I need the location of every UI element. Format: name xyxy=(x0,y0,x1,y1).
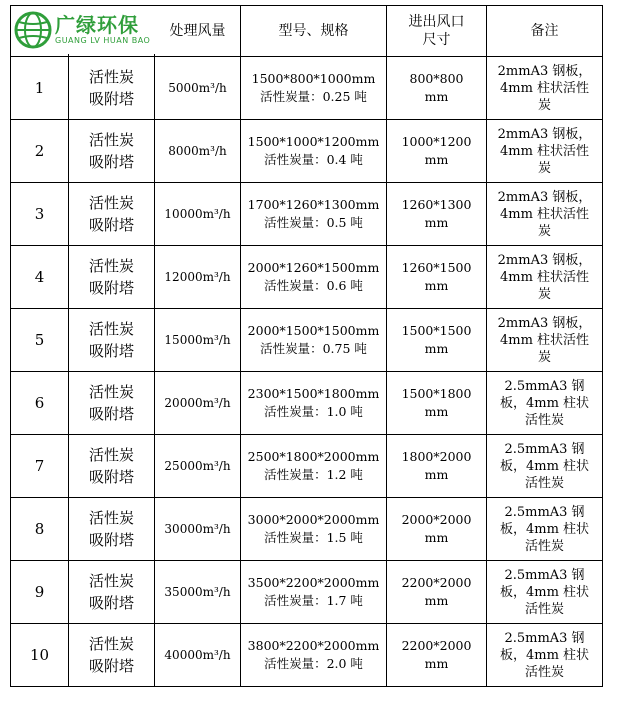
cell-remarks xyxy=(487,372,603,435)
cell-airflow: 15000m³/h xyxy=(155,309,241,372)
cell-line: 活性炭量：1.7 吨 xyxy=(264,593,363,608)
cell-port-size xyxy=(387,561,487,624)
cell-line: mm xyxy=(424,656,449,671)
cell-line: 3000*2000*2000mm xyxy=(247,512,380,527)
cell-name xyxy=(69,120,155,183)
cell-line: 活性炭 xyxy=(524,664,564,680)
cell-airflow: 8000m³/h xyxy=(155,120,241,183)
cell-model-spec xyxy=(241,498,387,561)
header-port-line: 尺寸 xyxy=(422,32,451,48)
cell-line: 2.5mmA3 钢 xyxy=(504,567,585,583)
cell-line: mm xyxy=(424,215,449,230)
cell-line: 2000*2000 xyxy=(401,512,472,527)
cell-line: 板，4mm 柱状 xyxy=(499,584,590,600)
cell-model-spec xyxy=(241,246,387,309)
cell-line: 2200*2000 xyxy=(401,638,472,653)
cell-line: 活性炭量：0.5 吨 xyxy=(264,215,363,230)
cell-model-spec xyxy=(241,57,387,120)
table-row xyxy=(11,120,603,183)
cell-line: 2.5mmA3 钢 xyxy=(504,504,585,520)
cell-number: 3 xyxy=(11,183,69,246)
cell-model-spec xyxy=(241,624,387,687)
cell-remarks xyxy=(487,57,603,120)
cell-line: 1800*2000 xyxy=(401,449,472,464)
cell-line: 吸附塔 xyxy=(88,531,134,549)
cell-airflow: 30000m³/h xyxy=(155,498,241,561)
cell-line: 炭 xyxy=(537,286,551,302)
cell-line: 活性炭 xyxy=(524,601,564,617)
cell-line: 炭 xyxy=(537,97,551,113)
cell-line: 活性炭量：1.5 吨 xyxy=(264,530,363,545)
cell-number: 9 xyxy=(11,561,69,624)
table-row xyxy=(11,435,603,498)
cell-line: 3800*2200*2000mm xyxy=(247,638,380,653)
cell-port-size xyxy=(387,246,487,309)
cell-remarks xyxy=(487,498,603,561)
cell-remarks xyxy=(487,561,603,624)
cell-line: 活性炭 xyxy=(88,131,134,149)
table-row xyxy=(11,57,603,120)
cell-line: 活性炭 xyxy=(524,475,564,491)
cell-line: 2mmA3 钢板， xyxy=(497,63,592,79)
header-airflow: 处理风量 xyxy=(155,6,241,57)
cell-model-spec xyxy=(241,309,387,372)
cell-line: 2mmA3 钢板， xyxy=(497,252,592,268)
cell-port-size xyxy=(387,498,487,561)
cell-line: 4mm 柱状活性 xyxy=(499,332,590,348)
cell-line: 板，4mm 柱状 xyxy=(499,521,590,537)
cell-line: mm xyxy=(424,467,449,482)
cell-line: mm xyxy=(424,89,449,104)
cell-name xyxy=(69,183,155,246)
cell-line: 吸附塔 xyxy=(88,90,134,108)
globe-icon xyxy=(13,10,53,50)
cell-remarks xyxy=(487,120,603,183)
cell-number: 4 xyxy=(11,246,69,309)
cell-line: 4mm 柱状活性 xyxy=(499,80,590,96)
cell-line: 炭 xyxy=(537,349,551,365)
cell-model-spec xyxy=(241,120,387,183)
cell-line: 2200*2000 xyxy=(401,575,472,590)
cell-name xyxy=(69,561,155,624)
cell-line: 活性炭量：2.0 吨 xyxy=(264,656,363,671)
cell-model-spec xyxy=(241,435,387,498)
cell-line: 板，4mm 柱状 xyxy=(499,647,590,663)
cell-line: 800*800 xyxy=(409,71,464,86)
cell-line: mm xyxy=(424,404,449,419)
cell-line: 吸附塔 xyxy=(88,594,134,612)
spec-table xyxy=(10,5,603,687)
cell-line: 4mm 柱状活性 xyxy=(499,206,590,222)
cell-number: 7 xyxy=(11,435,69,498)
cell-line: 板，4mm 柱状 xyxy=(499,458,590,474)
cell-line: 1000*1200 xyxy=(401,134,472,149)
cell-airflow: 12000m³/h xyxy=(155,246,241,309)
cell-line: 吸附塔 xyxy=(88,216,134,234)
cell-line: 吸附塔 xyxy=(88,405,134,423)
cell-line: 1500*1500 xyxy=(401,323,472,338)
cell-line: 2.5mmA3 钢 xyxy=(504,630,585,646)
table-row xyxy=(11,624,603,687)
cell-number: 6 xyxy=(11,372,69,435)
cell-line: 2000*1260*1500mm xyxy=(247,260,380,275)
cell-remarks xyxy=(487,309,603,372)
cell-line: 4mm 柱状活性 xyxy=(499,269,590,285)
cell-line: 1700*1260*1300mm xyxy=(247,197,380,212)
table-row xyxy=(11,309,603,372)
cell-name xyxy=(69,435,155,498)
cell-name xyxy=(69,498,155,561)
cell-line: 吸附塔 xyxy=(88,153,134,171)
cell-line: 2mmA3 钢板， xyxy=(497,315,592,331)
cell-line: 2.5mmA3 钢 xyxy=(504,441,585,457)
cell-line: 2mmA3 钢板， xyxy=(497,189,592,205)
cell-model-spec xyxy=(241,183,387,246)
cell-line: 1500*800*1000mm xyxy=(251,71,376,86)
table-row xyxy=(11,372,603,435)
cell-airflow: 20000m³/h xyxy=(155,372,241,435)
cell-remarks xyxy=(487,246,603,309)
cell-line: 活性炭 xyxy=(88,320,134,338)
cell-number: 5 xyxy=(11,309,69,372)
logo-chinese-name: 广绿环保 xyxy=(55,13,139,37)
cell-line: 1260*1500 xyxy=(401,260,472,275)
cell-line: 活性炭 xyxy=(88,68,134,86)
cell-line: 3500*2200*2000mm xyxy=(247,575,380,590)
cell-line: mm xyxy=(424,530,449,545)
cell-remarks xyxy=(487,183,603,246)
cell-airflow: 5000m³/h xyxy=(155,57,241,120)
cell-number: 10 xyxy=(11,624,69,687)
logo-text xyxy=(55,14,150,46)
cell-line: 活性炭量：0.25 吨 xyxy=(260,89,367,104)
cell-remarks xyxy=(487,435,603,498)
cell-airflow: 35000m³/h xyxy=(155,561,241,624)
table-row xyxy=(11,246,603,309)
company-logo xyxy=(11,6,159,54)
cell-port-size xyxy=(387,183,487,246)
cell-line: 活性炭量：1.0 吨 xyxy=(264,404,363,419)
cell-airflow: 10000m³/h xyxy=(155,183,241,246)
table-row xyxy=(11,183,603,246)
cell-name xyxy=(69,372,155,435)
cell-name xyxy=(69,624,155,687)
cell-line: 2000*1500*1500mm xyxy=(247,323,380,338)
cell-port-size xyxy=(387,309,487,372)
cell-line: 吸附塔 xyxy=(88,468,134,486)
cell-line: 活性炭量：0.6 吨 xyxy=(264,278,363,293)
cell-line: 活性炭 xyxy=(524,412,564,428)
logo-english-name: GUANG LV HUAN BAO xyxy=(55,36,151,45)
cell-line: 活性炭 xyxy=(88,194,134,212)
cell-number: 8 xyxy=(11,498,69,561)
cell-number: 2 xyxy=(11,120,69,183)
header-port-size xyxy=(387,6,487,57)
cell-port-size xyxy=(387,624,487,687)
header-remarks: 备注 xyxy=(487,6,603,57)
cell-model-spec xyxy=(241,372,387,435)
header-model-spec: 型号、规格 xyxy=(241,6,387,57)
cell-line: 吸附塔 xyxy=(88,657,134,675)
cell-line: 活性炭 xyxy=(88,257,134,275)
table-row xyxy=(11,561,603,624)
cell-model-spec xyxy=(241,561,387,624)
cell-line: 板，4mm 柱状 xyxy=(499,395,590,411)
cell-line: mm xyxy=(424,152,449,167)
cell-line: 活性炭 xyxy=(88,572,134,590)
cell-airflow: 40000m³/h xyxy=(155,624,241,687)
cell-line: 2.5mmA3 钢 xyxy=(504,378,585,394)
cell-line: 吸附塔 xyxy=(88,279,134,297)
cell-name xyxy=(69,57,155,120)
cell-line: 2mmA3 钢板， xyxy=(497,126,592,142)
cell-port-size xyxy=(387,57,487,120)
cell-line: 4mm 柱状活性 xyxy=(499,143,590,159)
cell-line: 活性炭量：1.2 吨 xyxy=(264,467,363,482)
cell-port-size xyxy=(387,435,487,498)
cell-line: 1500*1800 xyxy=(401,386,472,401)
header-port-line: 进出风口 xyxy=(408,14,465,30)
cell-line: 2300*1500*1800mm xyxy=(247,386,380,401)
cell-line: 活性炭 xyxy=(88,509,134,527)
cell-name xyxy=(69,309,155,372)
cell-line: 炭 xyxy=(537,160,551,176)
cell-line: 1500*1000*1200mm xyxy=(247,134,380,149)
cell-line: 活性炭 xyxy=(88,635,134,653)
cell-line: mm xyxy=(424,593,449,608)
cell-line: 1260*1300 xyxy=(401,197,472,212)
cell-number: 1 xyxy=(11,57,69,120)
cell-port-size xyxy=(387,372,487,435)
cell-line: 吸附塔 xyxy=(88,342,134,360)
table-row xyxy=(11,498,603,561)
cell-airflow: 25000m³/h xyxy=(155,435,241,498)
cell-line: 活性炭 xyxy=(524,538,564,554)
cell-line: 炭 xyxy=(537,223,551,239)
cell-line: 活性炭 xyxy=(88,383,134,401)
cell-line: mm xyxy=(424,278,449,293)
cell-port-size xyxy=(387,120,487,183)
cell-line: 活性炭量：0.4 吨 xyxy=(264,152,363,167)
cell-line: 2500*1800*2000mm xyxy=(247,449,380,464)
cell-line: 活性炭量：0.75 吨 xyxy=(260,341,367,356)
cell-name xyxy=(69,246,155,309)
cell-line: mm xyxy=(424,341,449,356)
cell-remarks xyxy=(487,624,603,687)
cell-line: 活性炭 xyxy=(88,446,134,464)
